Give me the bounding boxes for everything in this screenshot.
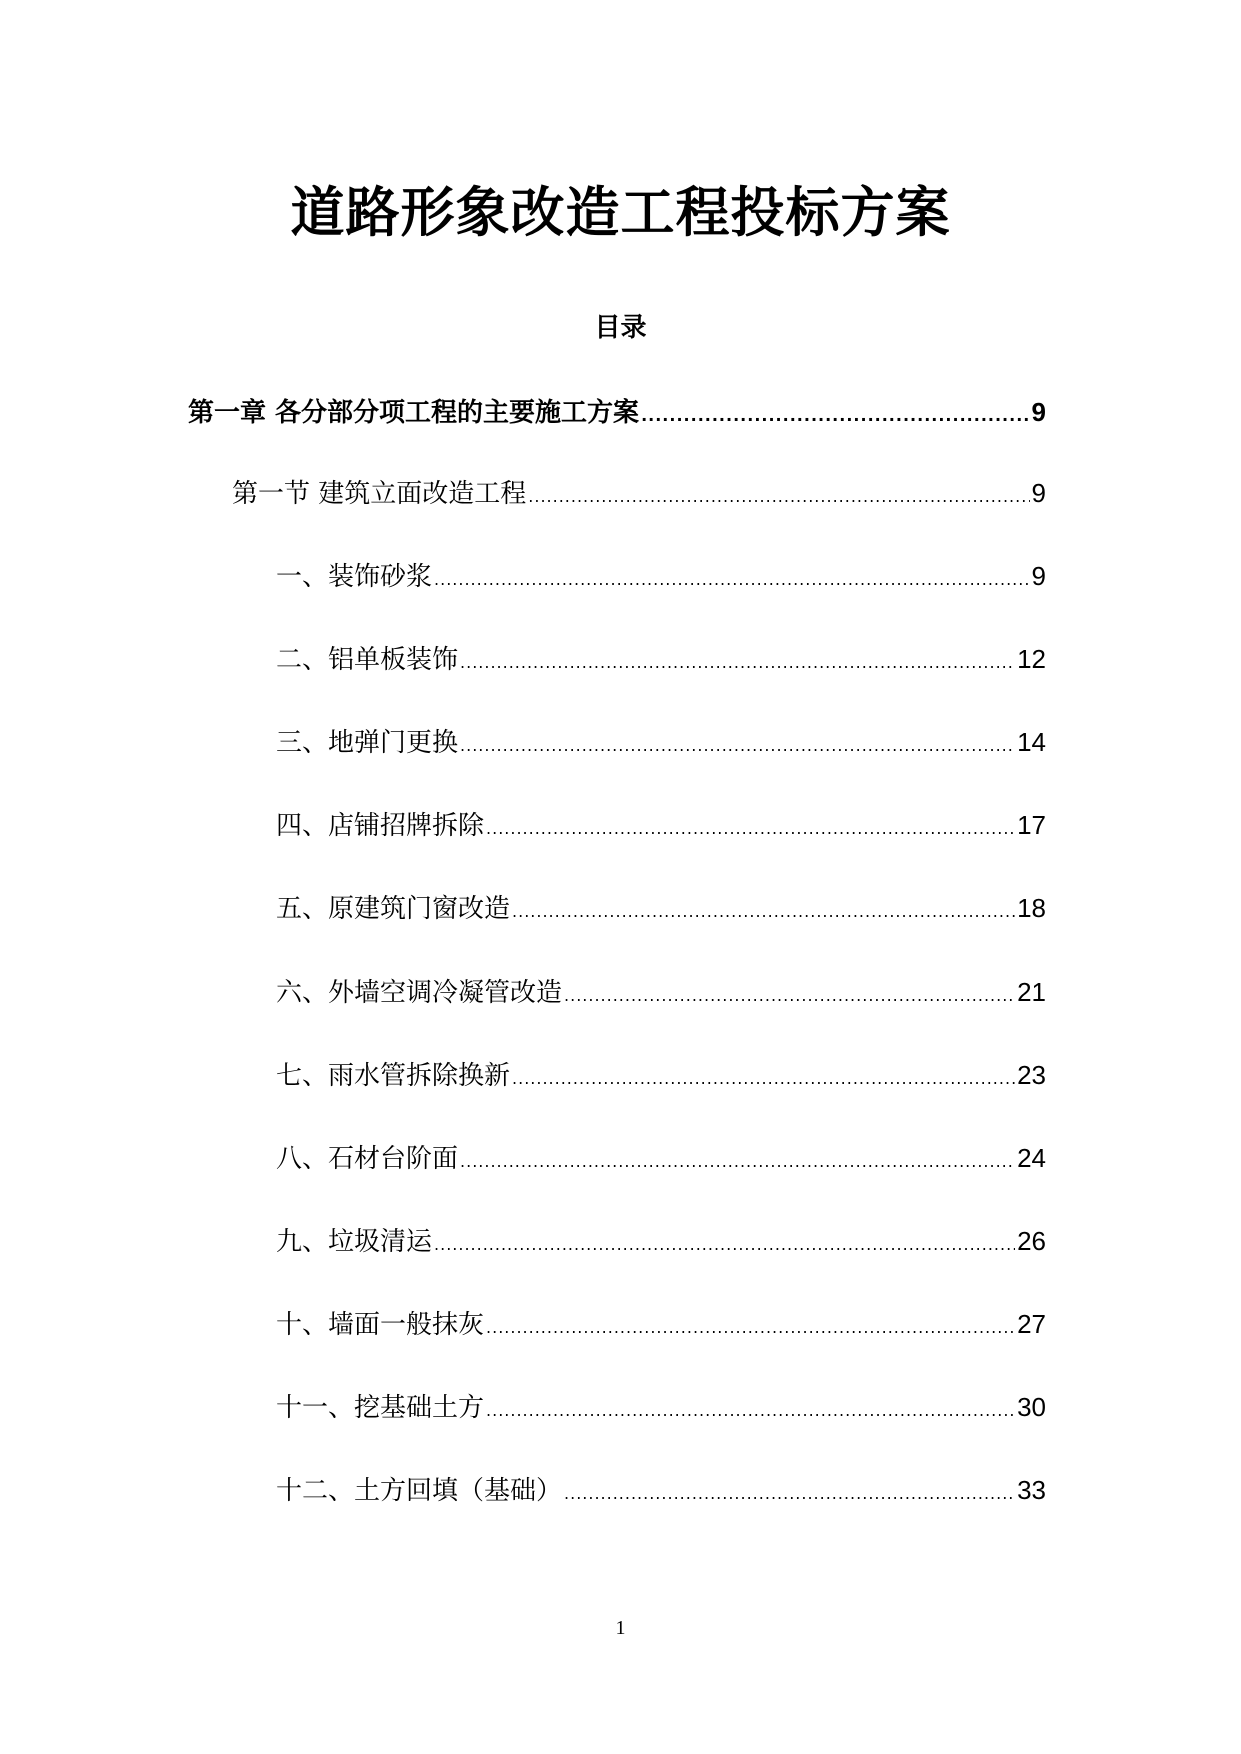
toc-entry-item[interactable] [276, 1223, 1046, 1263]
toc-entry-label: 二、铝单板装饰 [276, 645, 459, 675]
toc-dot-leader [486, 1310, 1015, 1346]
toc-entry-label: 十二、土方回填（基础） [276, 1476, 563, 1506]
toc-entry-page: 26 [1017, 1226, 1046, 1256]
toc-entry-item[interactable] [276, 724, 1046, 764]
toc-entry-label: 四、店铺招牌拆除 [276, 811, 485, 841]
toc-entry-page: 9 [1031, 397, 1046, 427]
toc-entry-page: 9 [1031, 478, 1046, 508]
toc-dot-leader [564, 978, 1015, 1014]
toc-entry-page: 17 [1017, 810, 1046, 840]
toc-dot-leader [512, 894, 1015, 930]
toc-dot-leader [434, 562, 1030, 598]
toc-dot-leader [564, 1476, 1015, 1512]
toc-entry-page: 12 [1017, 644, 1046, 674]
toc-dot-leader [434, 1227, 1015, 1263]
toc-dot-leader [486, 1393, 1015, 1429]
toc-dot-leader [460, 728, 1015, 764]
toc-entry-item[interactable] [276, 1057, 1046, 1097]
toc-entry-item[interactable] [276, 1306, 1046, 1346]
toc-entry-label: 七、雨水管拆除换新 [276, 1061, 511, 1091]
toc-entry-chapter-1[interactable] [188, 394, 1046, 434]
document-title: 道路形象改造工程投标方案 [290, 181, 951, 244]
toc-dot-leader [460, 1144, 1015, 1180]
toc-entry-page: 30 [1017, 1392, 1046, 1422]
toc-entry-page: 9 [1031, 561, 1046, 591]
toc-entry-page: 18 [1017, 893, 1046, 923]
toc-entry-label: 第一节 建筑立面改造工程 [232, 479, 527, 509]
toc-entry-item[interactable] [276, 558, 1046, 598]
toc-entry-page: 21 [1017, 977, 1046, 1007]
toc-entry-label: 第一章 各分部分项工程的主要施工方案 [188, 398, 640, 428]
toc-entry-label: 九、垃圾清运 [276, 1227, 433, 1257]
toc-dot-leader [460, 645, 1015, 681]
page-number: 1 [615, 1617, 626, 1639]
toc-entry-label: 五、原建筑门窗改造 [276, 894, 511, 924]
toc-entry-item[interactable] [276, 1140, 1046, 1180]
toc-entry-item[interactable] [276, 1389, 1046, 1429]
toc-entry-item[interactable] [276, 807, 1046, 847]
toc-entry-page: 33 [1017, 1475, 1046, 1505]
toc-entry-label: 三、地弹门更换 [276, 728, 459, 758]
toc-entry-page: 27 [1017, 1309, 1046, 1339]
toc-entry-item[interactable] [276, 1472, 1046, 1512]
toc-dot-leader [512, 1061, 1015, 1097]
toc-entry-label: 八、石材台阶面 [276, 1144, 459, 1174]
toc-dot-leader [641, 398, 1029, 434]
toc-entry-page: 23 [1017, 1060, 1046, 1090]
toc-entry-item[interactable] [276, 974, 1046, 1014]
toc-entry-label: 十、墙面一般抹灰 [276, 1310, 485, 1340]
toc-entry-label: 十一、挖基础土方 [276, 1393, 485, 1423]
toc-entry-item[interactable] [276, 641, 1046, 681]
toc-entry-label: 六、外墙空调冷凝管改造 [276, 978, 563, 1008]
toc-entry-page: 24 [1017, 1143, 1046, 1173]
toc-entry-page: 14 [1017, 727, 1046, 757]
toc-dot-leader [486, 811, 1015, 847]
toc-entry-label: 一、装饰砂浆 [276, 562, 433, 592]
toc-entry-item[interactable] [276, 890, 1046, 930]
toc-entry-section-1[interactable] [232, 475, 1046, 515]
toc-heading: 目录 [594, 313, 647, 343]
toc-dot-leader [528, 479, 1029, 515]
